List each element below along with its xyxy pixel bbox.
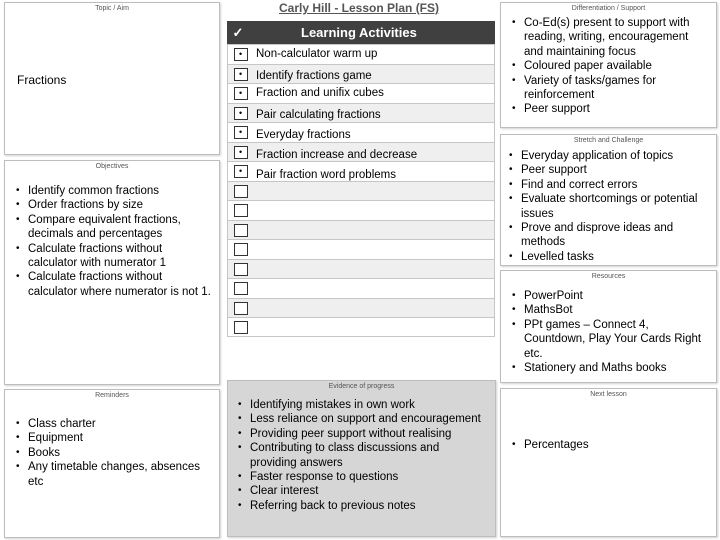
list-item: • Identify common fractions [16,184,213,198]
stretch-list [501,149,716,264]
list-item: • Calculate fractions without calculator with numerator 1 [16,242,213,271]
list-item: • Less reliance on support and encouragement [238,412,489,426]
list-item: • Order fractions by size [16,198,213,212]
activity-row-empty [227,259,495,279]
activity-label: Non-calculator warm up [256,48,378,60]
list-item: • Class charter [16,417,213,431]
learning-activities-heading: Learning Activities [301,25,417,40]
list-item: • Prove and disprove ideas and methods [509,221,710,250]
activity-row-empty [227,298,495,318]
topic-aim-title: Topic / Aim [95,5,129,12]
objectives-list [5,184,219,299]
activity-checkbox[interactable] [234,68,248,81]
activity-checkbox[interactable] [234,185,248,198]
list-item: • PowerPoint [512,289,710,303]
bullet-icon: • [239,107,243,118]
page-title: Carly Hill - Lesson Plan (FS) [278,1,440,15]
bullet-icon: • [239,146,243,157]
list-item: • Referring back to previous notes [238,499,489,513]
resources-title: Resources [591,273,626,280]
activity-row [227,103,495,123]
list-item: • Co-Ed(s) present to support with reading, writing, encouragement and maintaining focus [512,16,710,59]
learning-activities-table [227,21,495,337]
list-item: • Levelled tasks [509,250,710,264]
list-item: • Peer support [509,163,710,177]
list-item: • Books [16,446,213,460]
activity-checkbox[interactable] [234,321,248,334]
topic-aim-box [4,2,220,155]
list-item: • Calculate fractions without calculator where numerator is not 1. [16,270,213,299]
next-lesson-box [500,388,717,537]
activity-label: Pair calculating fractions [256,108,381,121]
checkmark-icon: ✓ [232,24,244,40]
evidence-list [228,398,495,513]
resources-box [500,270,717,383]
activity-checkbox[interactable] [234,204,248,217]
list-item: • Evaluate shortcomings or potential issues [509,192,710,221]
learning-activities-header [227,21,495,44]
list-item: • Clear interest [238,484,489,498]
resources-list [501,289,716,375]
bullet-icon: • [239,166,243,176]
activity-label: Fraction and unifix cubes [256,87,384,99]
list-item: • Coloured paper available [512,59,710,73]
activity-row-empty [227,200,495,220]
activity-label: Pair fraction word problems [256,169,396,181]
activity-checkbox[interactable] [234,48,248,61]
list-item: • Equipment [16,431,213,445]
list-item: • Stationery and Maths books [512,361,710,375]
next-lesson-title: Next lesson [590,391,627,398]
reminders-list [5,417,219,489]
activity-row-empty [227,181,495,201]
bullet-icon: • [239,68,243,79]
activity-checkbox[interactable] [234,107,248,120]
bullet-icon: • [239,88,243,98]
stretch-title: Stretch and Challenge [573,137,644,144]
list-item: • Peer support [512,102,710,116]
activity-checkbox[interactable] [234,224,248,237]
activity-row-empty [227,220,495,240]
objectives-title: Objectives [95,163,129,170]
activity-checkbox[interactable] [234,146,248,159]
list-item: • Percentages [512,438,710,452]
list-item: • MathsBot [512,303,710,317]
bullet-icon: • [239,127,243,137]
list-item: • Contributing to class discussions and providing answers [238,441,489,470]
activity-checkbox[interactable] [234,282,248,295]
list-item: • Variety of tasks/games for reinforcement [512,74,710,103]
activity-row [227,122,495,142]
activity-checkbox[interactable] [234,243,248,256]
activity-checkbox[interactable] [234,263,248,276]
activity-label: Everyday fractions [256,129,351,141]
activity-row [227,142,495,162]
list-item: • Everyday application of topics [509,149,710,163]
list-item: • Any timetable changes, absences etc [16,460,213,489]
list-item: • Identifying mistakes in own work [238,398,489,412]
activity-row [227,161,495,181]
list-item: • PPt games – Connect 4, Countdown, Play Your Cards Right etc. [512,318,710,361]
differentiation-box [500,2,717,128]
activity-row [227,64,495,84]
differentiation-title: Differentiation / Support [571,5,646,12]
topic-text: Fractions [17,73,67,87]
activity-checkbox[interactable] [234,87,248,100]
bullet-icon: • [239,49,243,59]
activity-row-empty [227,239,495,259]
activity-row [227,44,495,64]
list-item: • Compare equivalent fractions, decimals and percentages [16,213,213,242]
reminders-title: Reminders [95,392,129,399]
activity-checkbox[interactable] [234,165,248,178]
activity-row-empty [227,278,495,298]
reminders-box [4,389,220,538]
list-item: • Providing peer support without realising [238,427,489,441]
evidence-box [227,380,496,537]
objectives-box [4,160,220,385]
differentiation-list [501,16,716,117]
evidence-title: Evidence of progress [328,383,395,390]
activity-checkbox[interactable] [234,302,248,315]
activity-row [227,83,495,103]
list-item: • Faster response to questions [238,470,489,484]
activity-row-empty [227,317,495,337]
next-lesson-list [501,438,716,452]
activity-label: Identify fractions game [256,69,372,82]
activity-checkbox[interactable] [234,126,248,139]
activity-label: Fraction increase and decrease [256,148,418,161]
stretch-box [500,134,717,266]
list-item: • Find and correct errors [509,178,710,192]
